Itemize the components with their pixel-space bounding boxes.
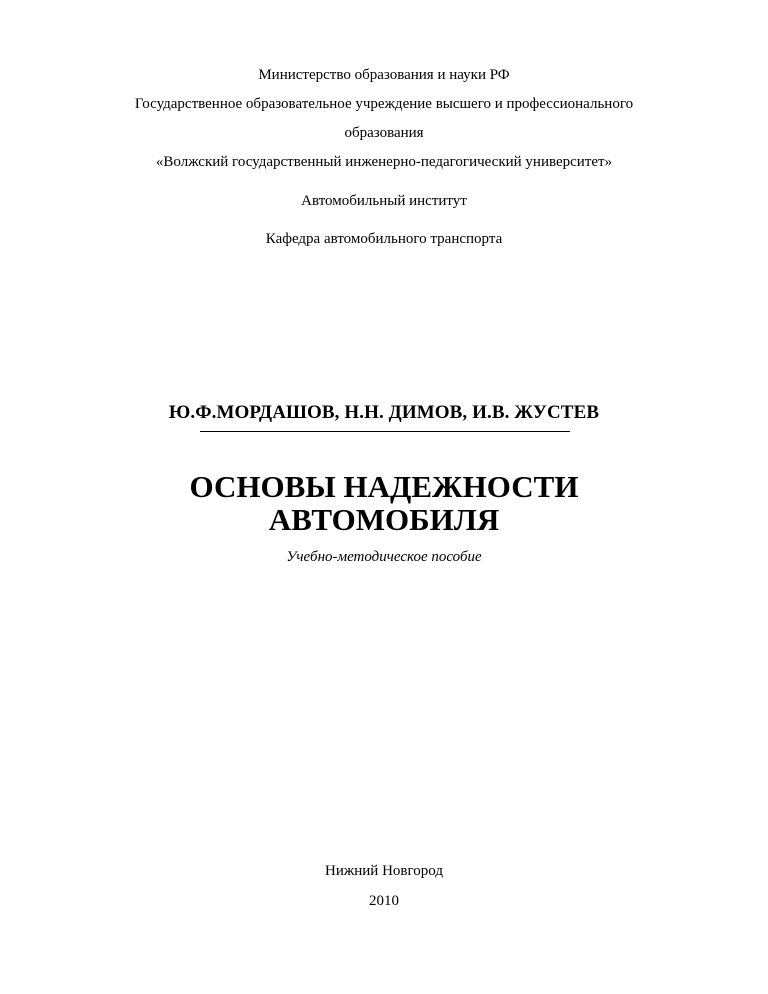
institution-line-2: образования: [344, 125, 424, 141]
university-line: «Волжский государственный инженерно-педагогический университет»: [155, 154, 613, 170]
ministry-line: Министерство образования и науки РФ: [258, 67, 510, 83]
authors-underline: [200, 431, 570, 432]
title-line-1: ОСНОВЫ НАДЕЖНОСТИ: [189, 469, 579, 504]
authors: Ю.Ф.МОРДАШОВ, Н.Н. ДИМОВ, И.В. ЖУСТЕВ: [168, 402, 600, 423]
year: 2010: [369, 893, 399, 909]
department-line: Кафедра автомобильного транспорта: [265, 231, 503, 247]
title-line-2: АВТОМОБИЛЯ: [268, 502, 500, 537]
institution-line-1: Государственное образовательное учреждение высшего и профессионального: [134, 96, 634, 112]
city: Нижний Новгород: [325, 863, 443, 879]
subtitle: Учебно-методическое пособие: [286, 549, 482, 565]
institute-line: Автомобильный институт: [301, 193, 467, 209]
